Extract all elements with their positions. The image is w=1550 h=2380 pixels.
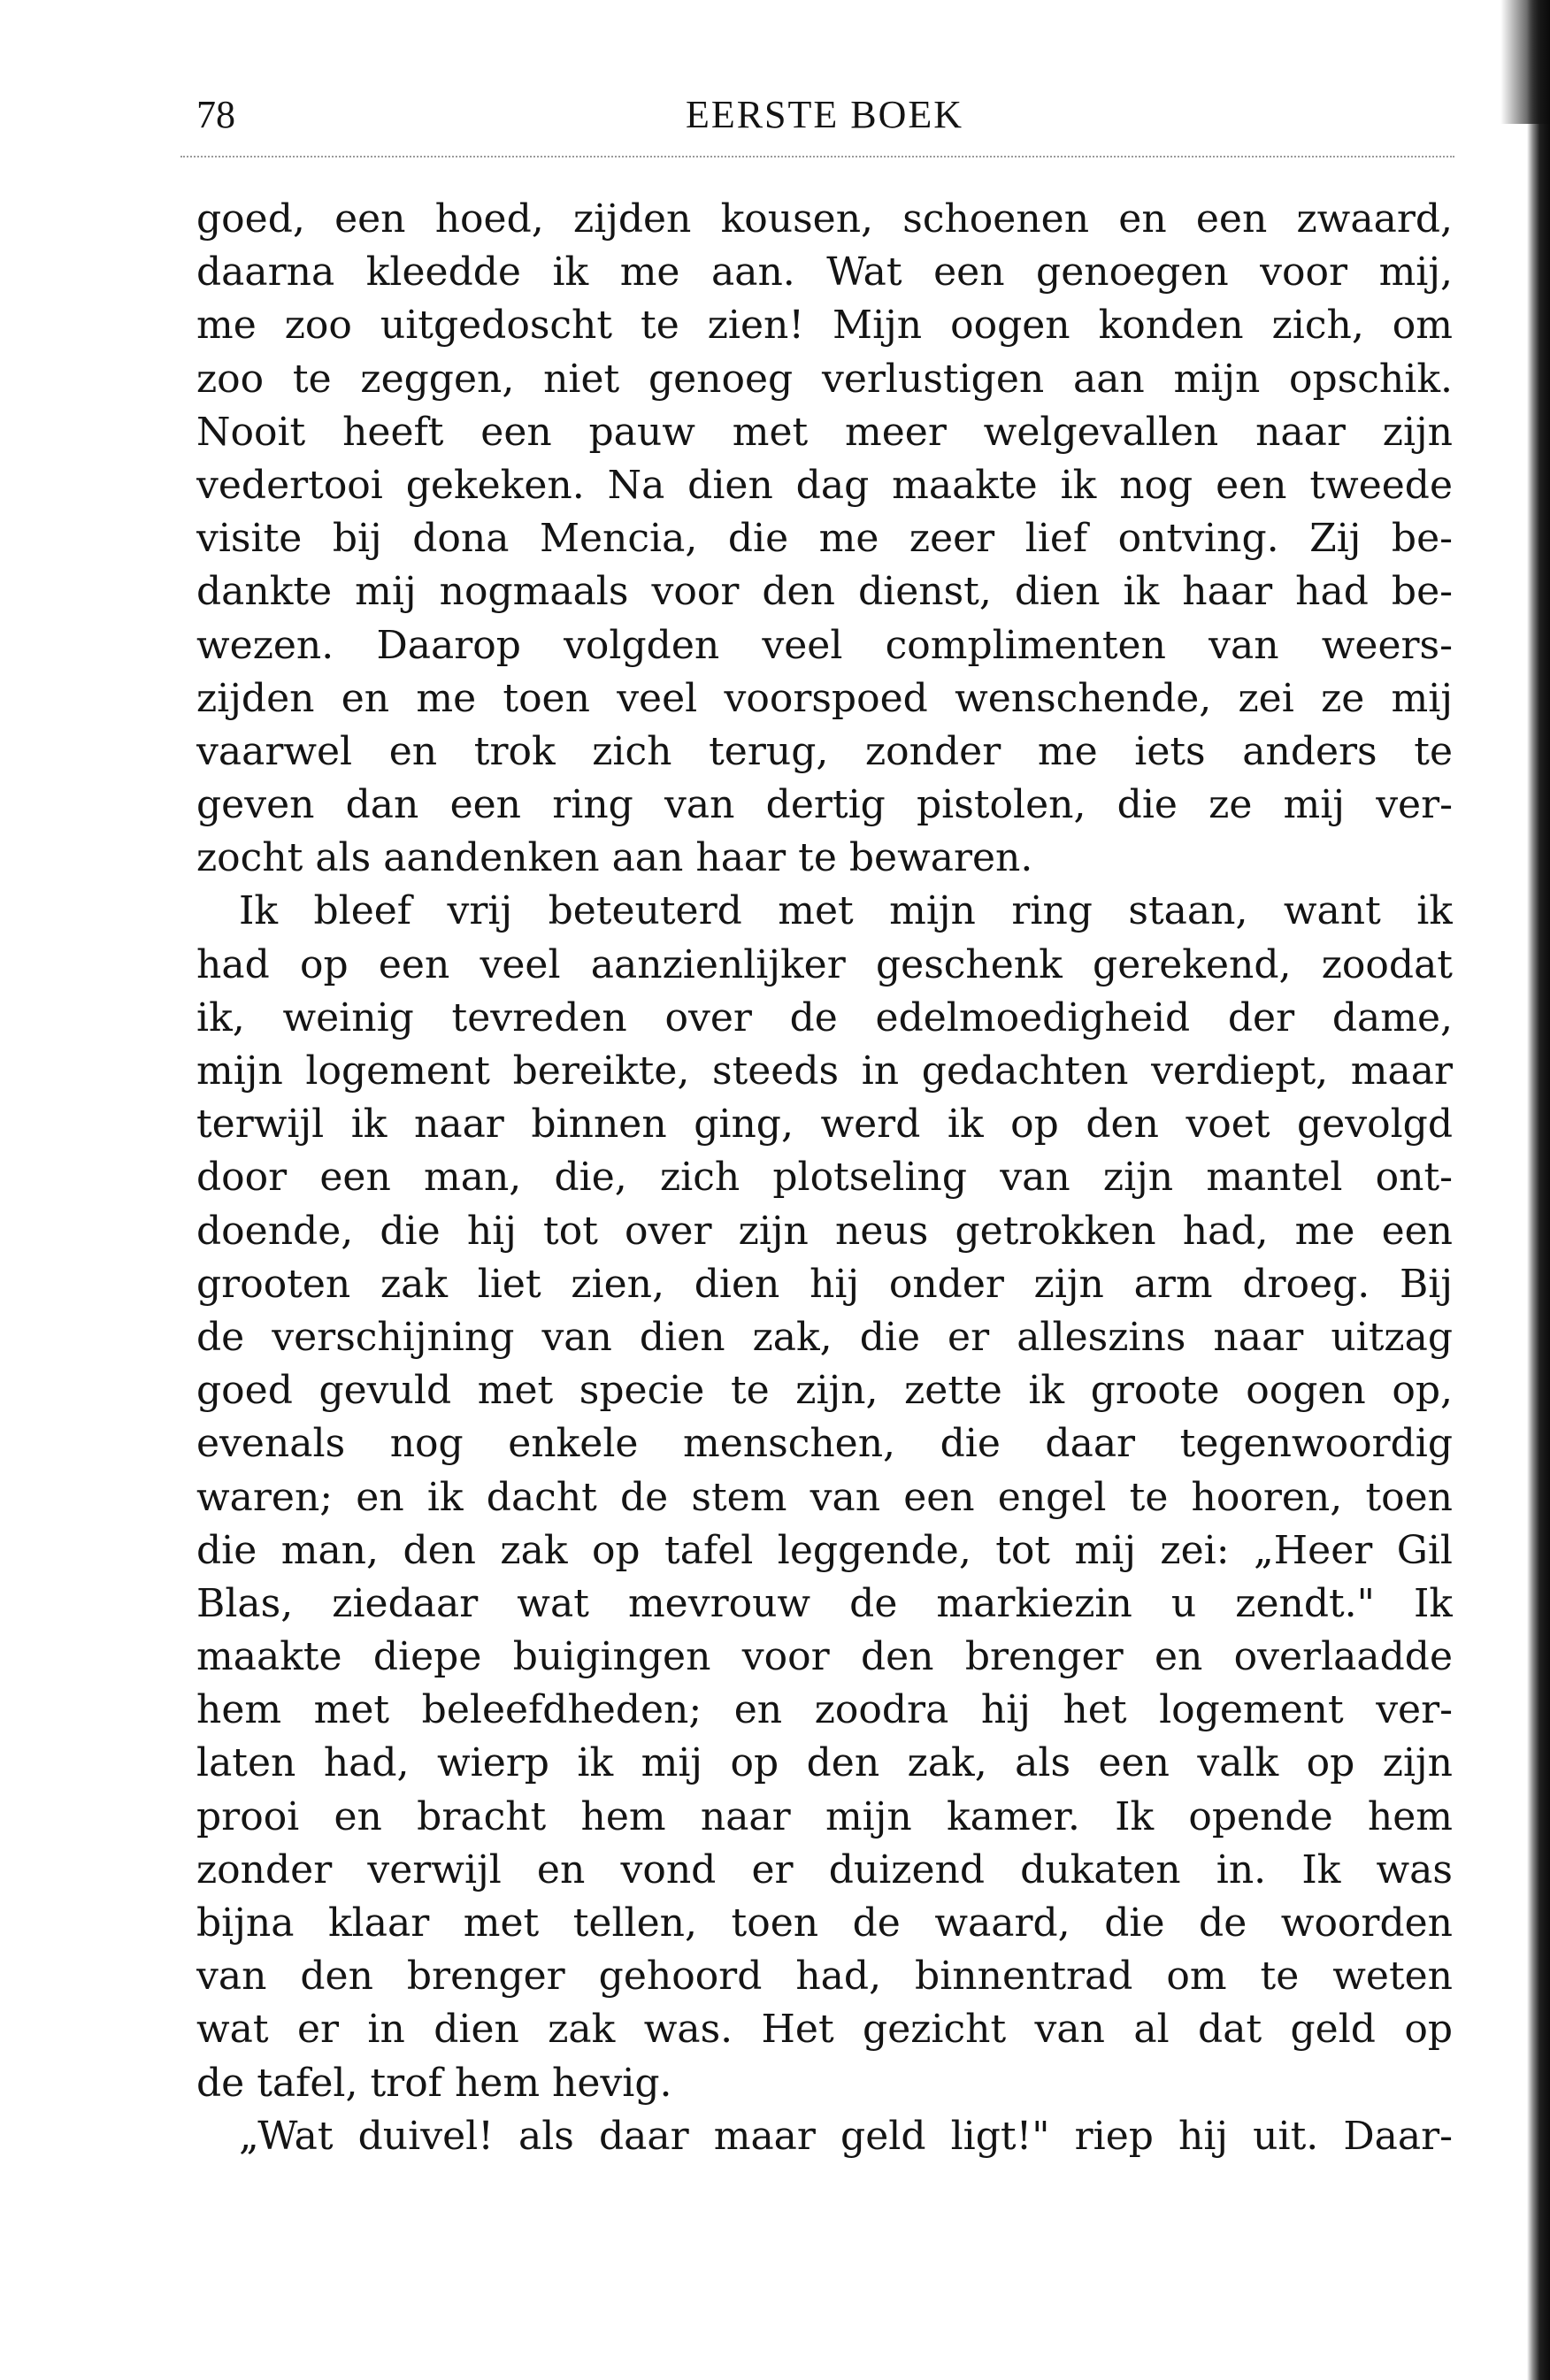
page-header xyxy=(196,88,1453,142)
text-line: vaarwel en trok zich terug, zonder me iets anders te xyxy=(196,728,1453,774)
text-line: Blas, ziedaar wat mevrouw de markiezin u zendt." Ik xyxy=(196,1580,1453,1626)
paragraph xyxy=(196,2110,1453,2163)
page-edge-shadow xyxy=(1527,0,1550,2380)
text-line: bijna klaar met tellen, toen de waard, die de woorden xyxy=(196,1900,1453,1946)
text-line: prooi en bracht hem naar mijn kamer. Ik opende hem xyxy=(196,1793,1453,1839)
page-edge-shadow-top xyxy=(1500,0,1550,124)
text-line: me zoo uitgedoscht te zien! Mijn oogen konden zich, om xyxy=(196,303,1453,349)
text-line: die man, den zak op tafel leggende, tot mij zei: „Heer Gil xyxy=(196,1527,1453,1573)
paragraph xyxy=(196,193,1453,885)
text-line: wat er in dien zak was. Het gezicht van al dat geld op xyxy=(196,2007,1453,2053)
text-line: zonder verwijl en vond er duizend dukaten in. Ik was xyxy=(196,1846,1453,1892)
text-line: Ik bleef vrij beteuterd met mijn ring staan, want ik xyxy=(239,888,1453,934)
text-line: grooten zak liet zien, dien hij onder zijn arm droeg. Bij xyxy=(196,1261,1453,1307)
header-divider xyxy=(180,156,1454,157)
text-line: daarna kleedde ik me aan. Wat een genoegen voor mij, xyxy=(196,250,1453,296)
text-line: waren; en ik dacht de stem van een engel te hooren, toen xyxy=(196,1474,1453,1520)
text-line: zijden en me toen veel voorspoed wenschende, zei ze mij xyxy=(196,675,1453,721)
text-line: de tafel, trof hem hevig. xyxy=(196,2060,672,2106)
text-line: mijn logement bereikte, steeds in gedachten verdiept, maar xyxy=(196,1048,1453,1094)
text-line: laten had, wierp ik mij op den zak, als een valk op zijn xyxy=(196,1740,1453,1786)
text-line: door een man, die, zich plotseling van zijn mantel ont- xyxy=(196,1155,1453,1201)
text-line: had op een veel aanzienlijker geschenk gerekend, zoodat xyxy=(196,941,1453,987)
text-line: dankte mij nogmaals voor den dienst, dien ik haar had be- xyxy=(196,569,1453,615)
text-line: van den brenger gehoord had, binnentrad om te weten xyxy=(196,1954,1453,2000)
text-line: goed, een hoed, zijden kousen, schoenen en een zwaard, xyxy=(196,196,1453,242)
text-line: doende, die hij tot over zijn neus getrokken had, me een xyxy=(196,1208,1453,1254)
text-line: goed gevuld met specie te zijn, zette ik groote oogen op, xyxy=(196,1368,1453,1414)
text-line: visite bij dona Mencia, die me zeer lief ontving. Zij be- xyxy=(196,516,1453,562)
paragraph xyxy=(196,885,1453,2109)
text-line: Nooit heeft een pauw met meer welgevallen naar zijn xyxy=(196,409,1453,455)
text-line: geven dan een ring van dertig pistolen, die ze mij ver- xyxy=(196,782,1453,828)
text-line: de verschijning van dien zak, die er alleszins naar uitzag xyxy=(196,1314,1453,1360)
body-text xyxy=(196,193,1453,2163)
text-line: zocht als aandenken aan haar te bewaren. xyxy=(196,835,1033,881)
text-line: evenals nog enkele menschen, die daar tegenwoordig xyxy=(196,1421,1453,1467)
running-title: EERSTE BOEK xyxy=(685,93,964,136)
text-line: wezen. Daarop volgden veel complimenten van weers- xyxy=(196,622,1453,668)
text-line: terwijl ik naar binnen ging, werd ik op den voet gevolgd xyxy=(196,1102,1453,1148)
text-line: vedertooi gekeken. Na dien dag maakte ik nog een tweede xyxy=(196,462,1453,508)
text-line: „Wat duivel! als daar maar geld ligt!" riep hij uit. Daar- xyxy=(239,2113,1453,2159)
page-number: 78 xyxy=(196,93,235,136)
text-line: maakte diepe buigingen voor den brenger en overlaadde xyxy=(196,1634,1453,1680)
text-line: zoo te zeggen, niet genoeg verlustigen aan mijn opschik. xyxy=(196,356,1453,402)
text-line: ik, weinig tevreden over de edelmoedigheid der dame, xyxy=(196,994,1453,1040)
text-line: hem met beleefdheden; en zoodra hij het logement ver- xyxy=(196,1687,1453,1733)
